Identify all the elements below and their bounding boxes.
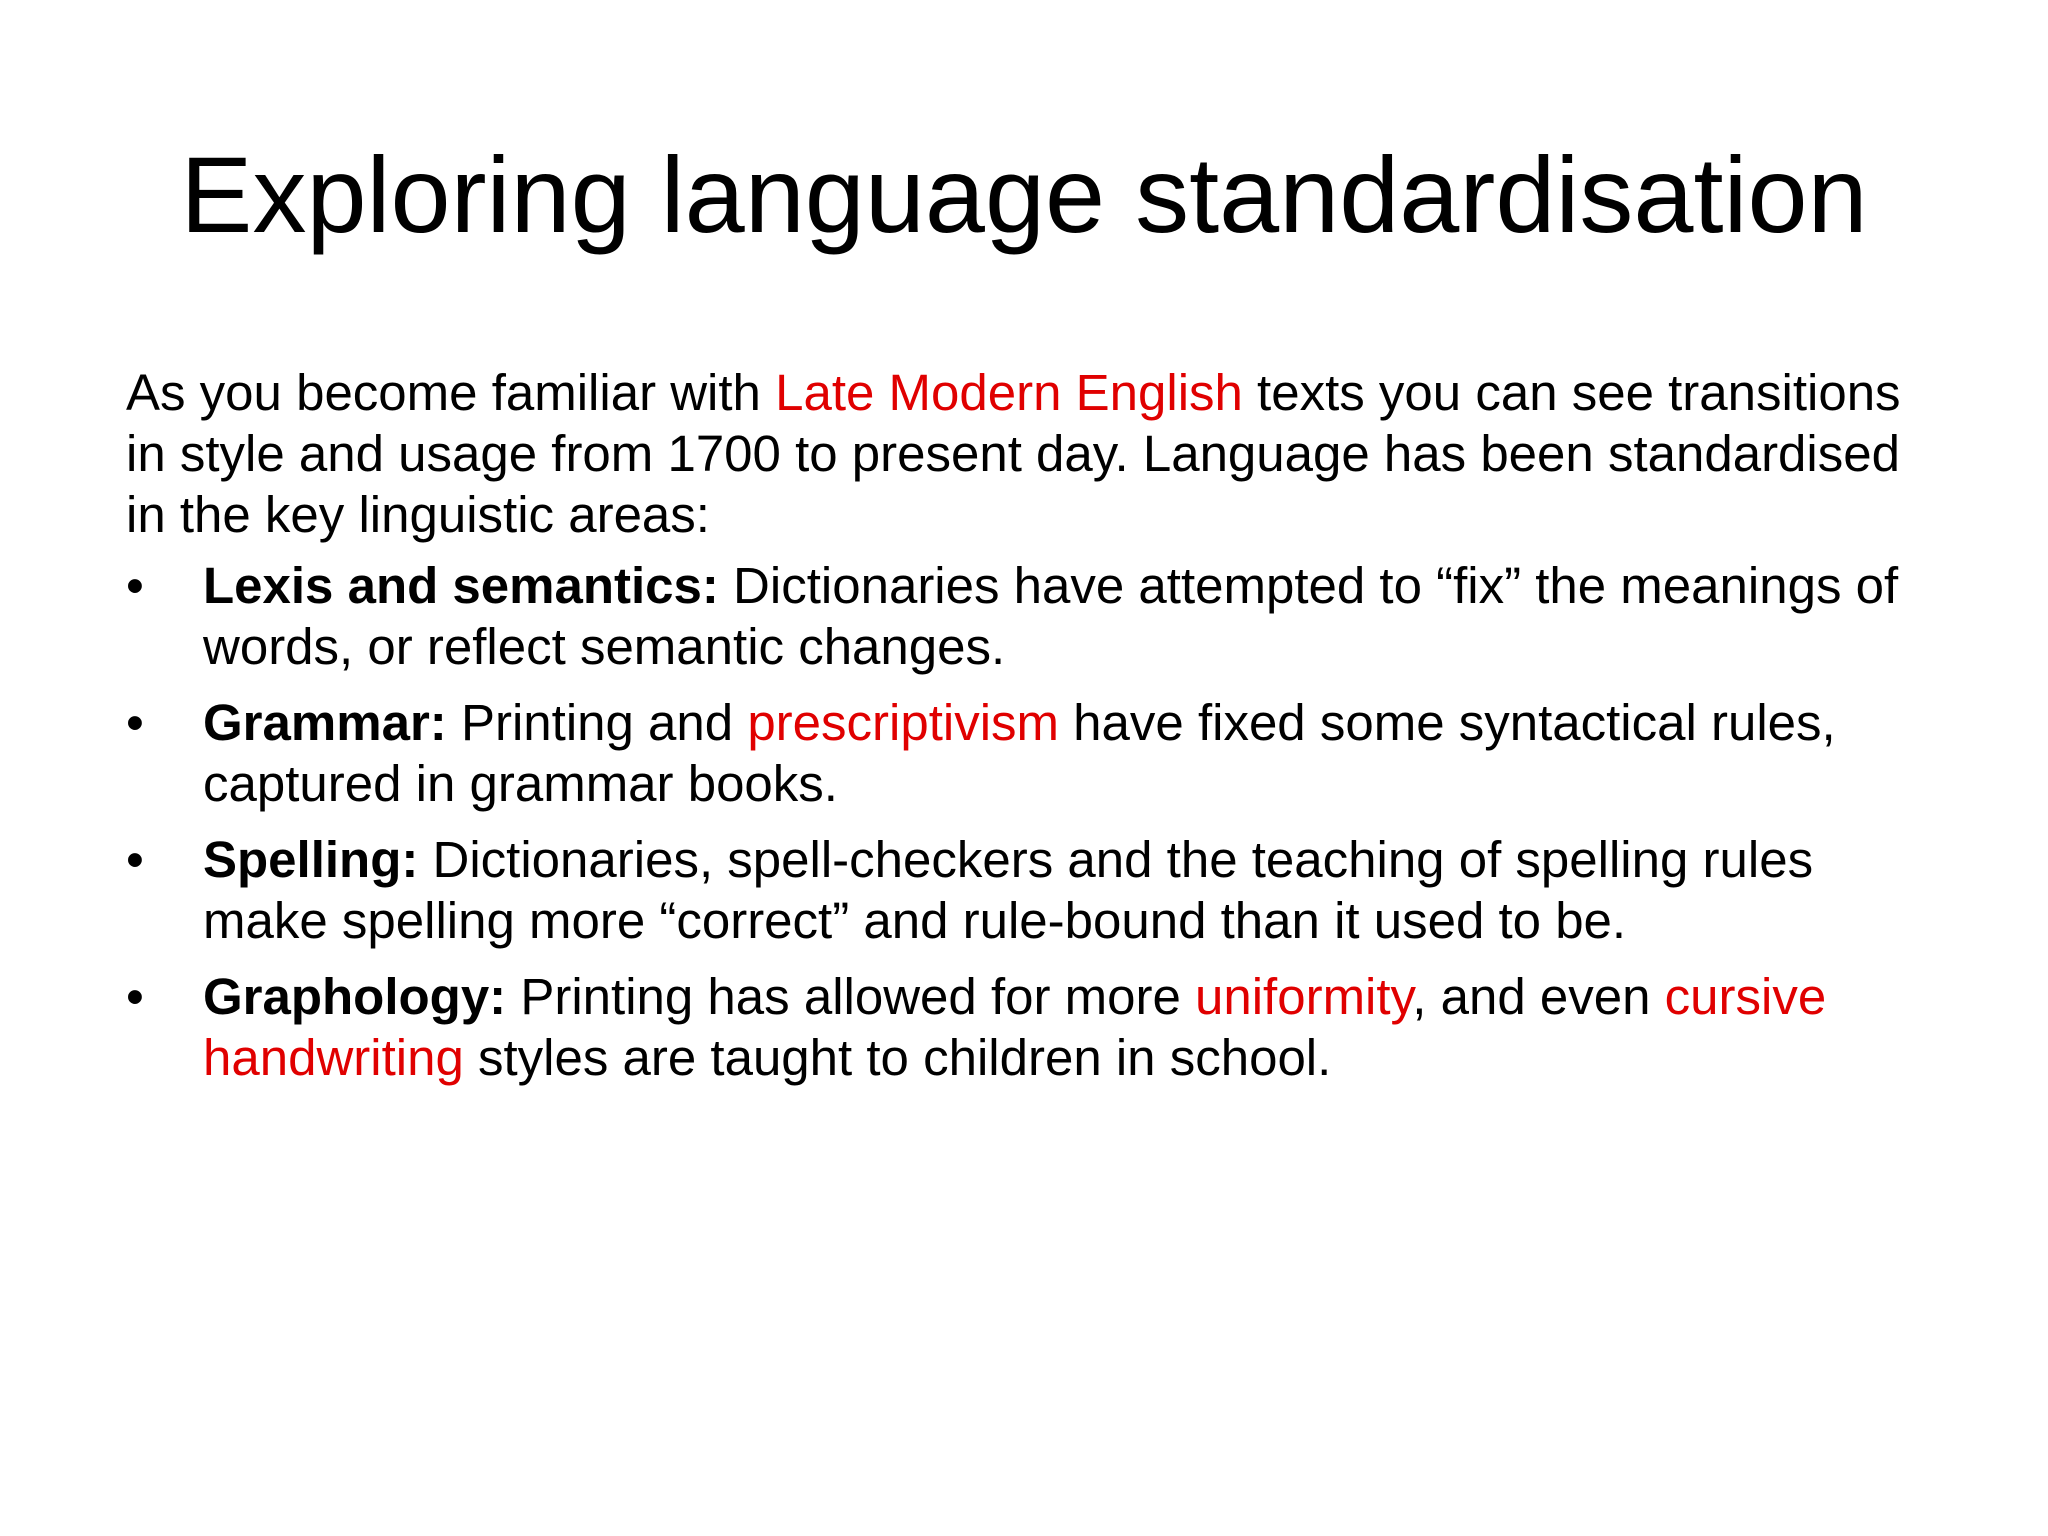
bullet-highlight-cursive-handwriting: cursive handwriting	[203, 968, 1827, 1086]
bullet-text: Dictionaries have attempted to “fix” the meanings of words, or reflect semantic changes.	[203, 557, 1899, 675]
bullet-term: Grammar:	[203, 694, 447, 751]
intro-text-before: As you become familiar with	[126, 364, 776, 421]
bullet-item-grammar	[126, 692, 1946, 814]
bullet-term: Lexis and semantics:	[203, 557, 719, 614]
bullet-term: Spelling:	[203, 831, 419, 888]
bullet-highlight-prescriptivism: prescriptivism	[747, 694, 1060, 751]
bullet-text: Printing has allowed for more	[506, 968, 1195, 1025]
bullet-item-spelling	[126, 829, 1946, 951]
bullet-dot-icon: •	[126, 831, 144, 888]
intro-text-after: texts you can see transitions in style and usage from 1700 to present day. Language has been standardised in the key linguistic areas:	[126, 364, 1901, 543]
slide-title: Exploring language standardisation	[180, 134, 1868, 255]
bullet-item-graphology	[126, 966, 1946, 1088]
slide-body	[126, 362, 1946, 1103]
bullet-dot-icon: •	[126, 694, 144, 751]
intro-paragraph	[126, 362, 1946, 545]
bullet-text-continued: , and even	[1412, 968, 1665, 1025]
bullet-text: Dictionaries, spell-checkers and the teaching of spelling rules make spelling more “correct” and rule-bound than it used to be.	[203, 831, 1814, 949]
bullet-text: Printing and	[446, 694, 748, 751]
bullet-term: Graphology:	[203, 968, 507, 1025]
bullet-list	[126, 555, 1946, 1088]
bullet-text-continued: have fixed some syntactical rules, captured in grammar books.	[203, 694, 1836, 812]
bullet-text-end: styles are taught to children in school.	[463, 1029, 1332, 1086]
bullet-dot-icon: •	[126, 557, 144, 614]
bullet-dot-icon: •	[126, 968, 144, 1025]
intro-highlight-late-modern-english: Late Modern English	[775, 364, 1243, 421]
bullet-highlight-uniformity: uniformity	[1195, 968, 1413, 1025]
bullet-item-lexis-semantics	[126, 555, 1946, 677]
